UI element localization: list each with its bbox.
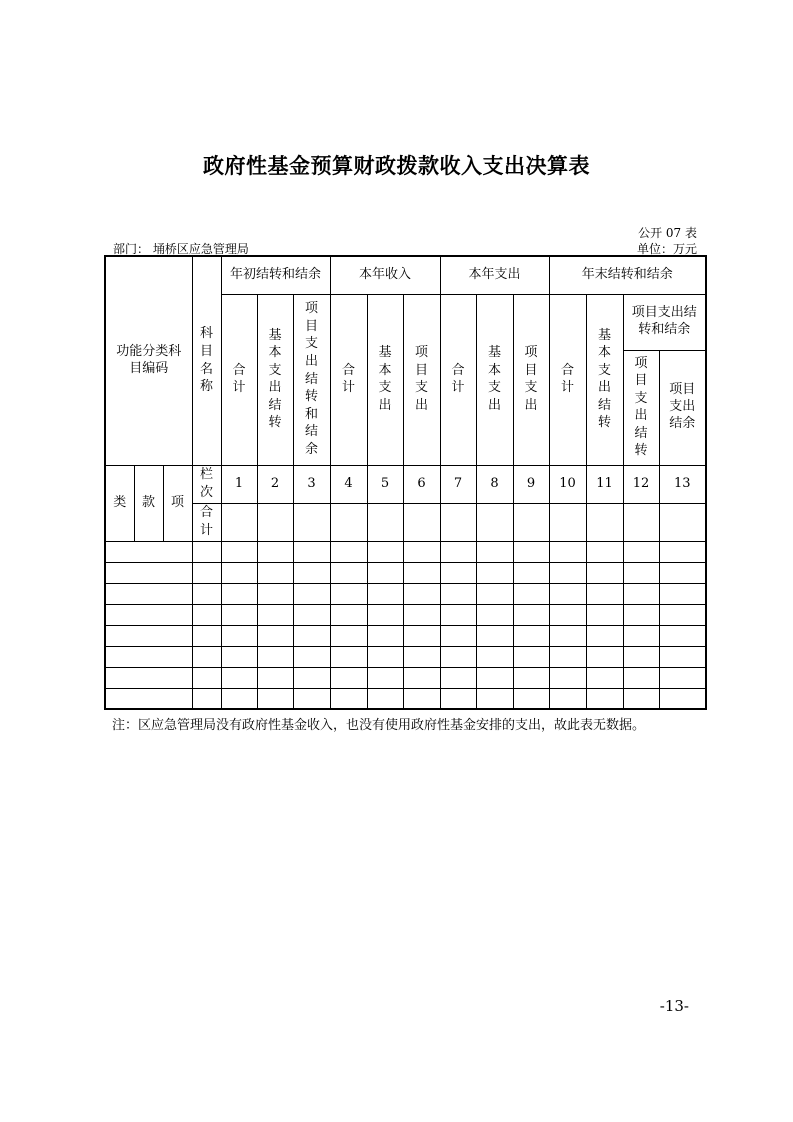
code-cell (105, 583, 192, 604)
budget-table (104, 255, 707, 710)
table-cell (293, 583, 330, 604)
table-cell (476, 503, 513, 541)
end-balance-header: 年末结转和结余 (549, 256, 706, 294)
code-cell (105, 688, 192, 709)
table-cell (221, 688, 257, 709)
table-cell (367, 625, 403, 646)
table-cell (403, 688, 440, 709)
table-cell (659, 562, 706, 583)
kuan-header: 款 (134, 465, 163, 541)
table-cell (403, 541, 440, 562)
table-cell (623, 667, 659, 688)
table-cell (403, 503, 440, 541)
table-cell (367, 604, 403, 625)
table-cell (367, 503, 403, 541)
col-number: 11 (586, 465, 623, 503)
table-cell (440, 646, 476, 667)
code-cell (105, 604, 192, 625)
table-row (105, 583, 706, 604)
table-cell (440, 562, 476, 583)
table-cell (586, 667, 623, 688)
table-cell (330, 604, 367, 625)
expense-basic-header: 基本支出 (476, 294, 513, 465)
expense-total-header: 合计 (440, 294, 476, 465)
col-number: 3 (293, 465, 330, 503)
table-cell (623, 646, 659, 667)
page-number: -13- (659, 997, 689, 1015)
table-row (105, 562, 706, 583)
table-cell (330, 541, 367, 562)
table-cell (659, 541, 706, 562)
table-cell (549, 667, 586, 688)
table-cell (330, 688, 367, 709)
table-cell (440, 667, 476, 688)
table-cell (476, 625, 513, 646)
table-cell (586, 541, 623, 562)
table-cell (549, 646, 586, 667)
table-cell (403, 646, 440, 667)
table-cell (513, 562, 549, 583)
col-number: 2 (257, 465, 293, 503)
table-cell (513, 541, 549, 562)
table-cell (659, 625, 706, 646)
table-cell (192, 604, 221, 625)
code-cell (105, 646, 192, 667)
table-cell (476, 562, 513, 583)
table-cell (549, 625, 586, 646)
table-cell (659, 604, 706, 625)
table-cell (659, 646, 706, 667)
page-title: 政府性基金预算财政拨款收入支出决算表 (203, 154, 590, 178)
table-row (105, 625, 706, 646)
table-cell (513, 667, 549, 688)
table-cell (513, 503, 549, 541)
table-cell (403, 604, 440, 625)
table-cell (513, 688, 549, 709)
table-cell (586, 503, 623, 541)
table-cell (476, 604, 513, 625)
table-row (105, 604, 706, 625)
end-total-header: 合计 (549, 294, 586, 465)
table-cell (440, 541, 476, 562)
table-cell (476, 583, 513, 604)
table-cell (221, 604, 257, 625)
table-cell (221, 562, 257, 583)
table-cell (440, 583, 476, 604)
empty-rows (105, 541, 706, 709)
table-cell (257, 562, 293, 583)
table-cell (293, 541, 330, 562)
table-cell (549, 604, 586, 625)
table-cell (476, 688, 513, 709)
table-cell (623, 688, 659, 709)
table-cell (549, 503, 586, 541)
footnote: 注：区应急管理局没有政府性基金收入，也没有使用政府性基金安排的支出，故此表无数据。 (112, 718, 646, 733)
col-number: 8 (476, 465, 513, 503)
table-cell (257, 604, 293, 625)
xiang-header: 项 (163, 465, 192, 541)
code-cell (105, 541, 192, 562)
table-cell (330, 562, 367, 583)
table-cell (476, 667, 513, 688)
table-cell (221, 583, 257, 604)
table-cell (659, 583, 706, 604)
begin-total-header: 合计 (221, 294, 257, 465)
col-number: 9 (513, 465, 549, 503)
table-cell (257, 646, 293, 667)
table-cell (623, 541, 659, 562)
table-cell (403, 625, 440, 646)
col-number: 5 (367, 465, 403, 503)
table-cell (367, 562, 403, 583)
table-cell (586, 688, 623, 709)
table-cell (293, 625, 330, 646)
table-cell (623, 604, 659, 625)
col-number: 6 (403, 465, 440, 503)
income-header: 本年收入 (330, 256, 440, 294)
table-cell (257, 503, 293, 541)
col-number: 4 (330, 465, 367, 503)
table-cell (403, 583, 440, 604)
income-basic-header: 基本支出 (367, 294, 403, 465)
unit-label: 单位：万元 (636, 242, 697, 256)
table-cell (192, 646, 221, 667)
col-number: 13 (659, 465, 706, 503)
code-cell (105, 667, 192, 688)
table-cell (659, 688, 706, 709)
table-cell (293, 667, 330, 688)
income-total-header: 合计 (330, 294, 367, 465)
table-cell (623, 503, 659, 541)
col-number: 10 (549, 465, 586, 503)
table-cell (549, 541, 586, 562)
table-row (105, 646, 706, 667)
table-cell (330, 503, 367, 541)
begin-project-header: 项目支出结转和结余 (293, 294, 330, 465)
table-cell (257, 541, 293, 562)
table-cell (293, 646, 330, 667)
table-cell (293, 604, 330, 625)
table-cell (293, 562, 330, 583)
total-row-label: 合计 (192, 503, 221, 541)
table-cell (586, 604, 623, 625)
table-cell (623, 583, 659, 604)
begin-basic-header: 基本支出结转 (257, 294, 293, 465)
code-cell (105, 625, 192, 646)
table-cell (367, 646, 403, 667)
table-cell (257, 583, 293, 604)
table-cell (192, 562, 221, 583)
table-cell (330, 667, 367, 688)
table-cell (221, 667, 257, 688)
table-cell (476, 541, 513, 562)
column-no-label: 栏次 (192, 465, 221, 503)
table-cell (221, 503, 257, 541)
table-cell (586, 625, 623, 646)
table-cell (192, 583, 221, 604)
table-cell (440, 625, 476, 646)
table-cell (367, 541, 403, 562)
table-cell (330, 646, 367, 667)
end-basic-header: 基本支出结转 (586, 294, 623, 465)
table-cell (192, 541, 221, 562)
table-cell (367, 667, 403, 688)
table-cell (330, 583, 367, 604)
expense-project-header: 项目支出 (513, 294, 549, 465)
table-row (105, 667, 706, 688)
func-code-header: 功能分类科目编码 (105, 256, 192, 465)
table-cell (221, 646, 257, 667)
table-cell (623, 562, 659, 583)
table-cell (403, 562, 440, 583)
table-row (105, 541, 706, 562)
end-project-carry-header: 项目支出结转 (623, 350, 659, 465)
end-project-group-header: 项目支出结转和结余 (623, 294, 706, 350)
table-cell (623, 625, 659, 646)
table-cell (513, 583, 549, 604)
table-cell (586, 646, 623, 667)
table-row (105, 688, 706, 709)
table-cell (293, 503, 330, 541)
table-cell (440, 688, 476, 709)
table-cell (513, 646, 549, 667)
table-cell (330, 625, 367, 646)
table-cell (192, 688, 221, 709)
table-cell (513, 604, 549, 625)
table-cell (440, 503, 476, 541)
table-cell (221, 541, 257, 562)
table-cell (659, 503, 706, 541)
end-project-balance-header: 项目支出结余 (659, 350, 706, 465)
table-cell (192, 625, 221, 646)
table-cell (586, 562, 623, 583)
income-project-header: 项目支出 (403, 294, 440, 465)
table-cell (476, 646, 513, 667)
table-cell (257, 688, 293, 709)
lei-header: 类 (105, 465, 134, 541)
col-number: 7 (440, 465, 476, 503)
table-cell (257, 667, 293, 688)
department-label: 部门： 埇桥区应急管理局 (113, 242, 249, 256)
expense-header: 本年支出 (440, 256, 549, 294)
table-cell (257, 625, 293, 646)
table-cell (440, 604, 476, 625)
col-number: 1 (221, 465, 257, 503)
table-cell (192, 667, 221, 688)
table-cell (403, 667, 440, 688)
table-cell (659, 667, 706, 688)
col-number: 12 (623, 465, 659, 503)
table-cell (586, 583, 623, 604)
form-number: 公开 07 表 (638, 226, 697, 240)
table-cell (367, 583, 403, 604)
table-cell (367, 688, 403, 709)
table-cell (221, 625, 257, 646)
code-cell (105, 562, 192, 583)
table-cell (293, 688, 330, 709)
subject-name-header: 科目名称 (192, 256, 221, 465)
table-cell (549, 688, 586, 709)
begin-balance-header: 年初结转和结余 (221, 256, 330, 294)
table-cell (549, 562, 586, 583)
table-cell (549, 583, 586, 604)
table-cell (513, 625, 549, 646)
